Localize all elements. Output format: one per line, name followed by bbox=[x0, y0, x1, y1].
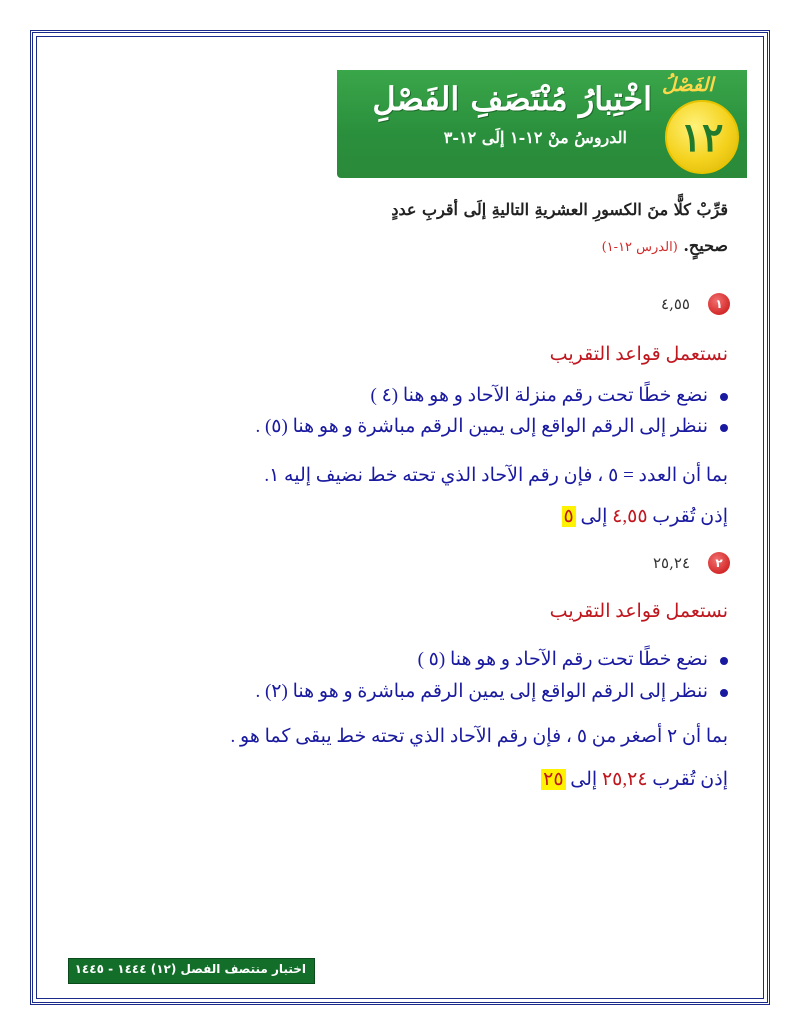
exercise-2-step-1: نضع خطًا تحت رقم الآحاد و هو هنا (٥ ) bbox=[418, 648, 728, 671]
exercise-2-value: ٢٥,٢٤ bbox=[653, 554, 690, 572]
exercise-1-answer: إذن تُقرب ٤,٥٥ إلى ٥ bbox=[563, 506, 728, 527]
exercise-2-badge: ٢ bbox=[708, 552, 730, 574]
bullet-dot bbox=[720, 689, 728, 697]
exercise-1-badge: ١ bbox=[708, 293, 730, 315]
exercise-2-method: نستعمل قواعد التقريب bbox=[549, 601, 728, 622]
exercise-2-answer-value: ٢٥,٢٤ bbox=[601, 769, 648, 790]
banner-subtitle: الدروسُ منْ ١٢-١ إلَى ١٢-٣ bbox=[443, 128, 627, 147]
question-text-end: صحيحٍ. bbox=[683, 236, 728, 255]
exercise-2-reason: بما أن ٢ أصغر من ٥ ، فإن رقم الآحاد الذي تحته خط يبقى كما هو . bbox=[230, 726, 728, 747]
exercise-2-step-2: ننظر إلى الرقم الواقع إلى يمين الرقم مباشرة و هو هنا (٢) . bbox=[255, 680, 728, 703]
exercise-1-answer-result: ٥ bbox=[563, 506, 574, 527]
exercise-2-answer: إذن تُقرب ٢٥,٢٤ إلى ٢٥ bbox=[543, 769, 728, 790]
bullet-dot bbox=[720, 657, 728, 665]
chapter-number-badge: ١٢ bbox=[665, 100, 739, 174]
exercise-2-answer-result: ٢٥ bbox=[543, 769, 564, 790]
exercise-1-step-2: ننظر إلى الرقم الواقع إلى يمين الرقم مباشرة و هو هنا (٥) . bbox=[255, 415, 728, 438]
exercise-1-step-1: نضع خطًا تحت رقم منزلة الآحاد و هو هنا (٤ ) bbox=[370, 384, 728, 407]
question-line-2 bbox=[78, 236, 728, 255]
banner-title: اخْتِبارُ مُنْتَصَفِ الفَصْلِ bbox=[372, 80, 652, 118]
question-line-1: قرِّبْ كلًّا منَ الكسورِ العشريةِ التاليةِ إلَى أقربِ عددٍ bbox=[391, 200, 728, 219]
exercise-1-value: ٤,٥٥ bbox=[661, 295, 690, 313]
exercise-1-header bbox=[661, 293, 730, 315]
bullet-dot bbox=[720, 424, 728, 432]
footer-text: اختبار منتصف الفصل (١٢) ١٤٤٤ - ١٤٤٥ bbox=[74, 962, 306, 976]
exercise-1-reason: بما أن العدد = ٥ ، فإن رقم الآحاد الذي تحته خط نضيف إليه ١. bbox=[264, 465, 728, 486]
lesson-reference: (الدرس ١٢-١) bbox=[601, 240, 678, 255]
exercise-1-method: نستعمل قواعد التقريب bbox=[549, 344, 728, 365]
chapter-label: الفَصْلُ bbox=[662, 74, 714, 96]
exercise-1-answer-value: ٤,٥٥ bbox=[612, 506, 648, 527]
footer-bar bbox=[68, 958, 315, 984]
bullet-dot bbox=[720, 393, 728, 401]
exercise-2-header bbox=[653, 552, 730, 574]
